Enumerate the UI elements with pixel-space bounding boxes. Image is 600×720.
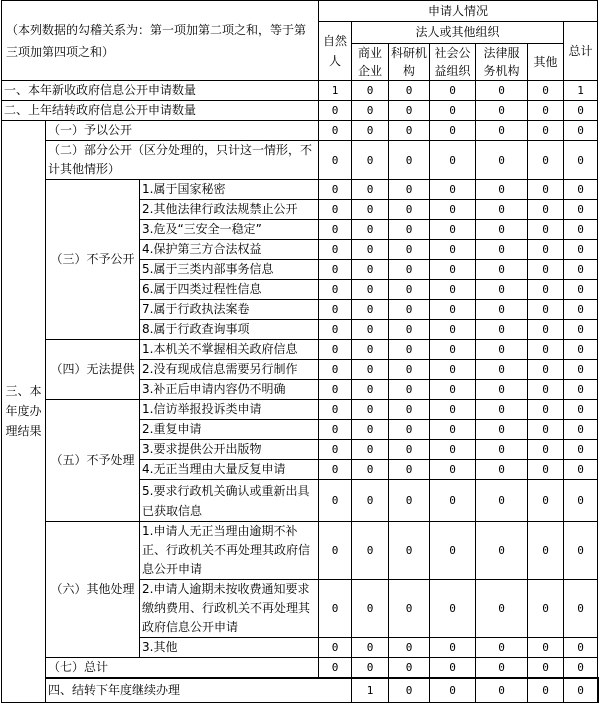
cell-value: 0: [352, 81, 389, 101]
cell-value: 0: [352, 240, 389, 260]
cell-value: 0: [564, 480, 598, 522]
cell-value: 0: [389, 101, 430, 121]
cell-value: 0: [430, 141, 476, 180]
cell-value: 0: [476, 260, 528, 280]
cell-value: 0: [389, 220, 430, 240]
cell-value: 0: [564, 420, 598, 440]
cell-value: 0: [430, 340, 476, 360]
cell-value: 0: [528, 300, 564, 320]
cell-value: 0: [319, 360, 352, 380]
cell-value: 0: [352, 380, 389, 400]
header-col-legal-service: 法律服务机构: [476, 44, 528, 81]
row-label: 3.其他: [140, 638, 319, 658]
cell-value: 0: [528, 360, 564, 380]
row-label: 7.属于行政执法案卷: [140, 300, 319, 320]
cell-value: 0: [352, 340, 389, 360]
cell-value: 0: [352, 360, 389, 380]
cell-value: 0: [476, 580, 528, 638]
cell-value: 0: [389, 480, 430, 522]
cell-value: 0: [528, 81, 564, 101]
cell-value: 0: [476, 300, 528, 320]
cell-value: 0: [430, 200, 476, 220]
cell-value: 0: [528, 200, 564, 220]
row-label: 8.属于行政查询事项: [140, 320, 319, 340]
row-label: 1.信访举报投诉类申请: [140, 400, 319, 420]
header-col-research: 科研机构: [389, 44, 430, 81]
cell-value: 0: [389, 360, 430, 380]
cell-value: 0: [430, 460, 476, 480]
cell-value: 0: [476, 180, 528, 200]
cell-value: 0: [528, 440, 564, 460]
cell-value: 1: [319, 81, 352, 101]
cell-value: 0: [528, 240, 564, 260]
cell-value: [598, 678, 599, 702]
group-label-other-processing: （六）其他处理: [46, 522, 140, 658]
cell-value: 0: [319, 480, 352, 522]
cell-value: 0: [528, 320, 564, 340]
cell-value: 0: [476, 200, 528, 220]
cell-value: 0: [319, 340, 352, 360]
cell-value: 0: [528, 180, 564, 200]
cell-value: 0: [528, 260, 564, 280]
cell-value: 1: [564, 81, 598, 101]
cell-value: 0: [564, 320, 598, 340]
cell-value: 0: [476, 440, 528, 460]
cell-value: 0: [430, 420, 476, 440]
cell-value: 0: [564, 440, 598, 460]
cell-value: 1: [352, 678, 389, 702]
cell-value: 0: [352, 101, 389, 121]
cell-value: 0: [430, 440, 476, 460]
cell-value: 0: [430, 101, 476, 121]
cell-value: 0: [430, 360, 476, 380]
cell-value: 0: [352, 420, 389, 440]
cell-value: 0: [528, 580, 564, 638]
cell-value: 0: [476, 658, 528, 679]
group-label-not-disclosed: （三）不予公开: [46, 180, 140, 340]
cell-value: 0: [389, 340, 430, 360]
cell-value: 0: [564, 678, 598, 702]
cell-value: 0: [476, 380, 528, 400]
cell-value: 0: [564, 658, 598, 679]
cell-value: 0: [319, 320, 352, 340]
cell-value: 0: [430, 220, 476, 240]
table-row: [2, 81, 599, 101]
row-label: 1.申请人无正当理由逾期不补正、行政机关不再处理其政府信息公开申请: [140, 522, 319, 580]
row-label: （七）总计: [46, 658, 319, 679]
cell-value: 0: [476, 460, 528, 480]
cell-value: 0: [528, 658, 564, 679]
cell-value: 0: [476, 141, 528, 180]
cell-value: 0: [564, 638, 598, 658]
cell-value: 0: [430, 300, 476, 320]
table-row: [2, 121, 599, 141]
header-legal-org-group: 法人或其他组织: [352, 22, 564, 44]
cell-value: 0: [528, 280, 564, 300]
cell-value: 0: [430, 81, 476, 101]
cell-value: 0: [528, 522, 564, 580]
cell-value: 0: [476, 101, 528, 121]
header-applicant-situation: 申请人情况: [319, 1, 598, 22]
cell-value: 0: [476, 121, 528, 141]
cell-value: 0: [352, 200, 389, 220]
row-label: 5.要求行政机关确认或重新出具已获取信息: [140, 480, 319, 522]
cell-value: 0: [389, 380, 430, 400]
cell-value: 0: [528, 220, 564, 240]
gov-info-disclosure-table: [1, 0, 599, 703]
cell-value: 0: [389, 658, 430, 679]
cell-value: 0: [352, 440, 389, 460]
cell-value: 0: [389, 280, 430, 300]
cell-value: 0: [430, 480, 476, 522]
cell-value: 0: [389, 200, 430, 220]
cell-value: 0: [389, 320, 430, 340]
cell-value: 0: [389, 260, 430, 280]
cell-value: 0: [430, 121, 476, 141]
cell-value: 0: [564, 220, 598, 240]
cell-value: 0: [352, 320, 389, 340]
cell-value: 0: [319, 460, 352, 480]
cell-value: 0: [476, 480, 528, 522]
cell-value: 0: [564, 300, 598, 320]
cell-value: 0: [476, 678, 528, 702]
cell-value: 0: [319, 580, 352, 638]
cell-value: 0: [476, 320, 528, 340]
table-row: [2, 400, 599, 420]
cell-value: 0: [352, 638, 389, 658]
cell-value: 0: [528, 480, 564, 522]
cell-value: 0: [319, 658, 352, 679]
cell-value: 0: [476, 240, 528, 260]
cell-value: 0: [564, 580, 598, 638]
cell-value: 0: [564, 340, 598, 360]
cell-value: 0: [352, 141, 389, 180]
cell-value: 0: [389, 580, 430, 638]
table-row: [2, 340, 599, 360]
cell-value: 0: [352, 280, 389, 300]
header-col-public-welfare: 社会公益组织: [430, 44, 476, 81]
cell-value: 0: [476, 420, 528, 440]
cell-value: 0: [476, 400, 528, 420]
cell-value: 0: [352, 260, 389, 280]
group-label-not-processed: （五）不予处理: [46, 400, 140, 522]
section-3-label: 三、本年度办理结果: [2, 121, 46, 703]
table-row: [2, 678, 599, 702]
cell-value: 0: [564, 280, 598, 300]
cell-value: 0: [352, 580, 389, 638]
header-col-other: 其他: [528, 44, 564, 81]
cell-value: 0: [319, 400, 352, 420]
group-label-unable-to-provide: （四）无法提供: [46, 340, 140, 400]
cell-value: 0: [319, 440, 352, 460]
table-row: [2, 522, 599, 580]
row-label: （二）部分公开（区分处理的，只计这一情形，不计其他情形）: [46, 141, 319, 180]
cell-value: 0: [430, 400, 476, 420]
cell-value: 0: [319, 101, 352, 121]
cell-value: 0: [528, 420, 564, 440]
cell-value: 0: [389, 460, 430, 480]
cell-value: 0: [564, 240, 598, 260]
table-row: [2, 141, 599, 180]
cell-value: 0: [319, 141, 352, 180]
header-total: 总计: [564, 22, 598, 81]
cell-value: 0: [476, 280, 528, 300]
cell-value: 0: [319, 280, 352, 300]
cell-value: 0: [564, 101, 598, 121]
cell-value: 0: [564, 400, 598, 420]
cell-value: 0: [352, 180, 389, 200]
row-label: 5.属于三类内部事务信息: [140, 260, 319, 280]
cell-value: 0: [430, 638, 476, 658]
cell-value: 0: [389, 420, 430, 440]
cell-value: 0: [528, 460, 564, 480]
cell-value: 0: [319, 220, 352, 240]
row-label: 1.本机关不掌握相关政府信息: [140, 340, 319, 360]
cell-value: 0: [528, 101, 564, 121]
cell-value: 0: [476, 360, 528, 380]
cell-value: 0: [389, 180, 430, 200]
cell-value: 0: [319, 380, 352, 400]
cell-value: 0: [564, 380, 598, 400]
cell-value: 0: [319, 420, 352, 440]
cell-value: 0: [528, 380, 564, 400]
row-label: 2.申请人逾期未按收费通知要求缴纳费用、行政机关不再处理其政府信息公开申请: [140, 580, 319, 638]
cell-value: 0: [389, 400, 430, 420]
table-row: [2, 180, 599, 200]
cell-value: 0: [352, 480, 389, 522]
cell-value: 0: [352, 400, 389, 420]
cell-value: 0: [430, 180, 476, 200]
row-label: 1.属于国家秘密: [140, 180, 319, 200]
cell-value: 0: [389, 638, 430, 658]
cell-value: 0: [389, 141, 430, 180]
cell-value: 0: [319, 180, 352, 200]
cell-value: 0: [430, 320, 476, 340]
row-label: 一、本年新收政府信息公开申请数量: [2, 81, 319, 101]
cell-value: 0: [528, 678, 564, 702]
row-label: 2.重复申请: [140, 420, 319, 440]
cell-value: 0: [430, 240, 476, 260]
cell-value: 0: [430, 678, 476, 702]
row-label: 3.危及“三安全一稳定”: [140, 220, 319, 240]
cell-value: 0: [389, 522, 430, 580]
header-note: （本列数据的勾稽关系为：第一项加第二项之和，等于第三项加第四项之和）: [2, 1, 319, 81]
cell-value: 0: [430, 658, 476, 679]
cell-value: 0: [352, 658, 389, 679]
cell-value: 0: [319, 260, 352, 280]
cell-value: 0: [389, 300, 430, 320]
cell-value: 0: [476, 638, 528, 658]
cell-value: 0: [564, 141, 598, 180]
row-label: 2.没有现成信息需要另行制作: [140, 360, 319, 380]
cell-value: 0: [389, 121, 430, 141]
cell-value: 0: [352, 522, 389, 580]
table-row: [2, 101, 599, 121]
row-label: 4.保护第三方合法权益: [140, 240, 319, 260]
cell-value: 0: [528, 400, 564, 420]
row-label: 3.补正后申请内容仍不明确: [140, 380, 319, 400]
row-label: 2.其他法律行政法规禁止公开: [140, 200, 319, 220]
cell-value: 0: [319, 638, 352, 658]
row-label: 四、结转下年度继续办理: [46, 678, 352, 702]
row-label: 6.属于四类过程性信息: [140, 280, 319, 300]
cell-value: 0: [476, 220, 528, 240]
cell-value: 0: [389, 240, 430, 260]
cell-value: 0: [389, 678, 430, 702]
cell-value: 0: [352, 121, 389, 141]
cell-value: 0: [319, 300, 352, 320]
cell-value: 0: [564, 460, 598, 480]
row-label: 3.要求提供公开出版物: [140, 440, 319, 460]
cell-value: 0: [430, 260, 476, 280]
cell-value: 0: [352, 460, 389, 480]
cell-value: 0: [430, 522, 476, 580]
cell-value: 0: [564, 360, 598, 380]
cell-value: 0: [564, 121, 598, 141]
cell-value: 0: [430, 380, 476, 400]
cell-value: 0: [352, 300, 389, 320]
cell-value: 0: [528, 121, 564, 141]
cell-value: 0: [564, 200, 598, 220]
header-natural-person: 自然人: [319, 22, 352, 81]
table-row: [2, 658, 599, 679]
header-col-business: 商业企业: [352, 44, 389, 81]
row-label: 4.无正当理由大量反复申请: [140, 460, 319, 480]
cell-value: 0: [528, 141, 564, 180]
cell-value: 0: [476, 522, 528, 580]
row-label: （一）予以公开: [46, 121, 319, 141]
cell-value: 0: [319, 240, 352, 260]
cell-value: 0: [564, 180, 598, 200]
cell-value: 0: [389, 440, 430, 460]
row-label: 二、上年结转政府信息公开申请数量: [2, 101, 319, 121]
cell-value: 0: [389, 81, 430, 101]
cell-value: 0: [528, 340, 564, 360]
cell-value: 0: [476, 81, 528, 101]
cell-value: 0: [352, 220, 389, 240]
cell-value: 0: [430, 280, 476, 300]
cell-value: 0: [319, 522, 352, 580]
cell-value: 0: [476, 340, 528, 360]
cell-value: 0: [564, 522, 598, 580]
cell-value: 0: [564, 260, 598, 280]
cell-value: 0: [319, 200, 352, 220]
cell-value: 0: [528, 638, 564, 658]
cell-value: 0: [319, 121, 352, 141]
cell-value: 0: [430, 580, 476, 638]
